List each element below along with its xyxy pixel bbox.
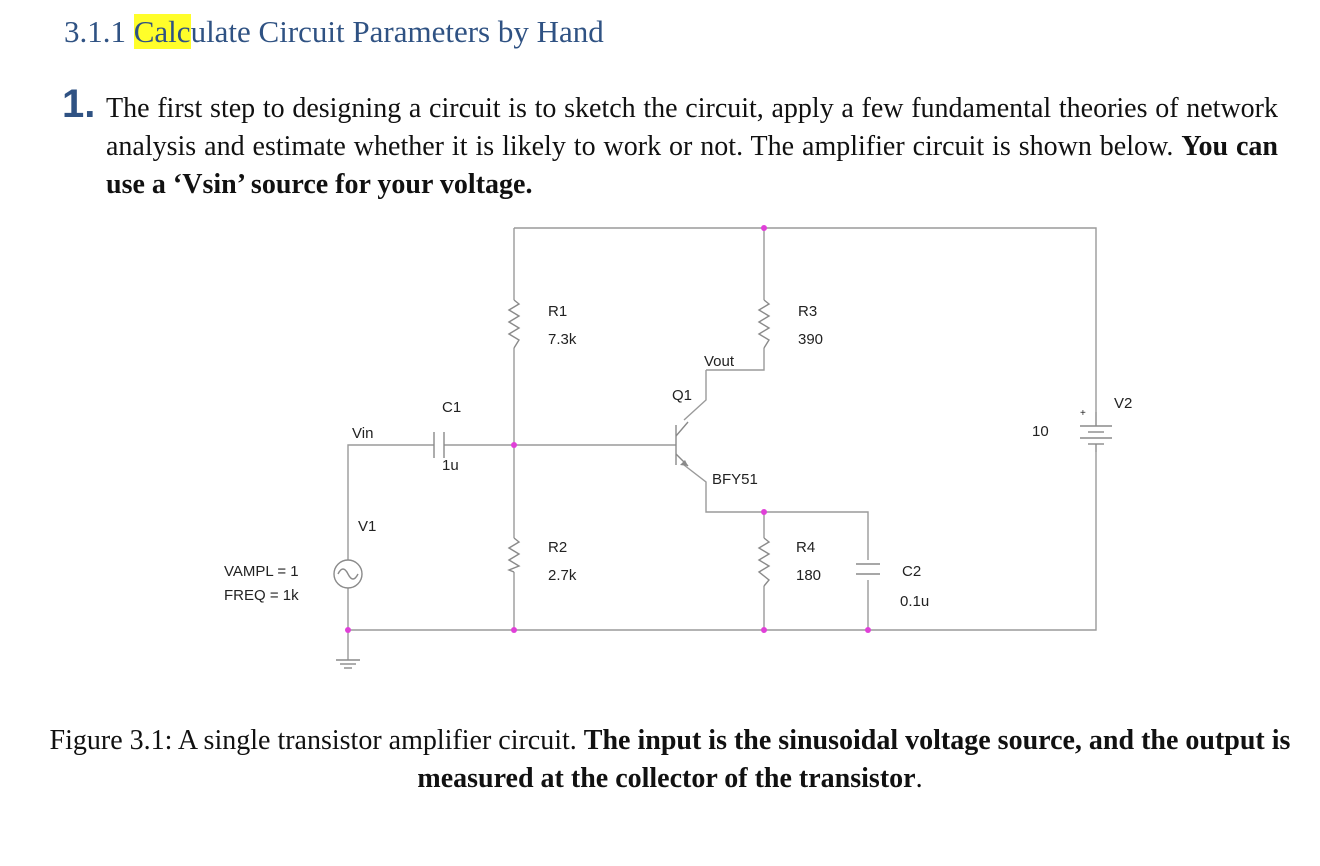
r2-value: 2.7k <box>548 567 577 584</box>
r3-value: 390 <box>798 331 824 348</box>
caption-text: Figure 3.1: A single transistor amplifier circuit. <box>49 725 577 756</box>
list-number: 1. <box>62 82 96 126</box>
highlighted-text: Calc <box>133 14 191 49</box>
r4-value: 180 <box>796 567 822 584</box>
q1-transistor <box>676 422 688 466</box>
top-rail-wire <box>514 228 1096 412</box>
caption-bold-text: The input is the sinusoidal voltage source, and the output is measured at the collector of the transistor <box>417 725 1291 794</box>
node <box>761 509 767 515</box>
r3-resistor <box>759 300 769 348</box>
vin-label: Vin <box>352 425 374 442</box>
r1-value: 7.3k <box>548 331 577 348</box>
c1-capacitor <box>434 432 444 458</box>
v2-name: V2 <box>1114 395 1133 412</box>
q1-name: Q1 <box>672 387 693 404</box>
c1-value: 1u <box>442 457 459 474</box>
circuit-diagram <box>196 220 1136 690</box>
c2-value: 0.1u <box>900 593 930 610</box>
section-heading <box>64 14 604 50</box>
r4-resistor <box>759 538 769 586</box>
heading-rest: ulate Circuit Parameters by Hand <box>190 14 604 49</box>
vout-label: Vout <box>704 353 735 370</box>
r2-resistor <box>509 538 519 572</box>
plus-sign: + <box>1080 408 1086 419</box>
v2-value: 10 <box>1032 423 1049 440</box>
c2-name: C2 <box>902 563 922 580</box>
r1-resistor <box>509 300 519 348</box>
figure-caption <box>40 722 1300 798</box>
node <box>511 442 517 448</box>
r1-name: R1 <box>548 303 568 320</box>
v1-vampl: VAMPL = 1 <box>224 563 299 580</box>
node <box>865 627 871 633</box>
vin-wire <box>348 445 434 560</box>
r3-name: R3 <box>798 303 818 320</box>
instruction-paragraph <box>106 90 1278 204</box>
c1-name: C1 <box>442 399 462 416</box>
caption-end: . <box>915 763 923 794</box>
wires <box>348 228 1096 660</box>
v2-battery <box>1080 408 1112 452</box>
section-number: 3.1.1 <box>64 14 126 49</box>
node <box>761 627 767 633</box>
instruction-text: The first step to designing a circuit is to sketch the circuit, apply a few fundamental theories of network analysis and estimate whether it is likely to work or not. The amplifier circuit is shown below. <box>106 93 1278 162</box>
node <box>345 627 351 633</box>
v1-name: V1 <box>358 518 377 535</box>
r4-name: R4 <box>796 539 816 556</box>
r2-name: R2 <box>548 539 568 556</box>
v1-freq: FREQ = 1k <box>224 587 299 604</box>
node <box>761 225 767 231</box>
c2-capacitor <box>856 564 880 574</box>
q1-model: BFY51 <box>712 471 758 488</box>
v1-sine-source <box>334 560 362 588</box>
instruction-bold-text: You can use a ‘Vsin’ source for your voltage. <box>106 131 1279 200</box>
ground-icon <box>336 660 360 668</box>
node <box>511 627 517 633</box>
